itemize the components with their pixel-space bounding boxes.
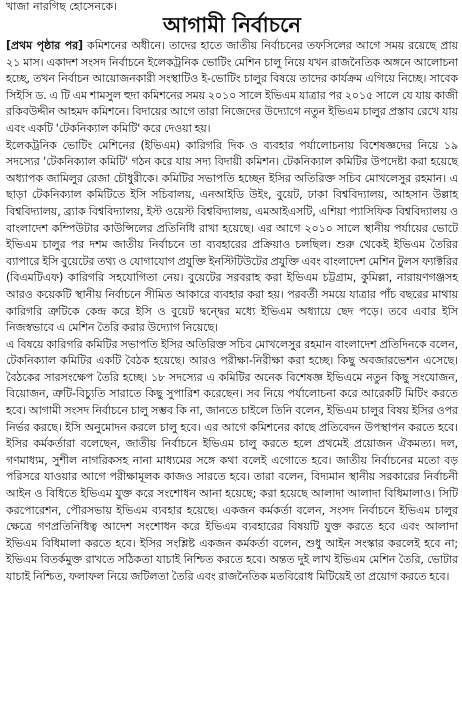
article-body — [6, 38, 458, 586]
continuation-tag: [প্রথম পৃষ্ঠার পর] — [6, 39, 83, 52]
article-paragraph — [6, 38, 458, 138]
article-paragraph: ইলেকট্রনিক ভোটিং মেশিনের (ইভিএম) কারিগরি দিক ও ব্যবহার পর্যালোচনায় বিশেষজ্ঞদের নিয়ে ১৯ সদস্যের 'টেকনিক্যাল কমিটি' গঠন করে যায় সদ্য বিদায়ী কমিশন। টেকনিক্যাল কমিটির উপদেষ্টা করা হয়েছে অধ্যাপক জামিলুর রেজা চৌধুরীকে। কমিটির সভাপতি হচ্ছেন ইসির অতিরিক্ত সচিব মোখলেসুর রহমান। এ ছাড়া টেকনিক্যাল কমিটিতে ইসি সচিবালয়, এনআইডি উইং, বুয়েট, ঢাকা বিশ্ববিদ্যালয়, আহসান উল্লাহ বিশ্ববিদ্যালয়, ব্র্যাক বিশ্ববিদ্যালয়, ইস্ট ওয়েস্ট বিশ্ববিদ্যালয়, এমআইএসটি, এশিয়া প্যাসিফিক বিশ্ববিদ্যালয় ও বাংলাদেশ কম্পিউটার কাউন্সিলের প্রতিনিধি রাখা হয়েছে। এর আগে ২০১০ সালে স্থানীয় পর্যায়ের ভোটে ইভিএম চালুর পর দশম জাতীয় নির্বাচনে তা ব্যবহারের প্রক্রিয়াও চলছিল। শুরু থেকেই ইভিএম তৈরির ব্যাপারে ইসি বুয়েটের তথ্য ও যোগাযোগ প্রযুক্তি ইনস্টিটিউটের প্রযুক্তি এবং বাংলাদেশ মেশিন টুলস ফ্যাক্টরির (বিএমটিএফ) কারিগরি সহযোগিতা নেয়। বুয়েটের সরবরাহ করা ইভিএম চট্টগ্রাম, কুমিল্লা, নারায়ণগঞ্জসহ আরও কয়েকটি স্থানীয় নির্বাচনে সীমিত আকারে ব্যবহার করা হয়। পরবর্তী সময়ে যাত্রার পাঁচ বছরের মাথায় কারিগরি ত্রুটিকে কেন্দ্র করে ইসি ও বুয়েট দ্বন্দ্বের মধ্যে ইভিএম অধ্যায়ে ছেদ পড়ে। তবে এবার ইসি নিজস্বভাবে এ মেশিন তৈরি করার উদ্যোগ নিয়েছে। — [6, 138, 458, 335]
article-headline: আগামী নির্বাচনে — [163, 13, 301, 37]
paragraph-text: কমিশনের অধীনে। তাদের হাতে জাতীয় নির্বাচনের তফসিলের আগে সময় রয়েছে প্রায় ২১ মাস। একাদশ সংসদ নির্বাচনে ইলেকট্রনিক ভোটিং মেশিন চালু নিয়ে যখন রাজনৈতিক অঙ্গনে আলোচনা হচ্ছে, তখন নির্বাচন আয়োজনকারী সংস্থাটিও ই-ভোটিং চালুর বিষয়ে তাদের কার্যক্রম এগিয়ে নিচ্ছে। সাবেক সিইসি ড. এ টি এম শামসুল হুদা কমিশনের সময় ২০১০ সালে ইভিএম যাত্রার পর ২০১৫ সালে যে যায় কাজী রকিবউদ্দীন আহমদ কমিশনে। বিদায়ের আগে তারা নিজেদের উদ্যোগে নতুন ইভিএম চালুর প্রস্তাব রেখে যায় এবং একটি 'টেকনিক্যাল কমিটি' করে দেওয়া হয়। — [6, 39, 458, 135]
previous-article-tail: খাজা নারগিছ হোসেনকে। — [6, 0, 118, 13]
article-paragraph: এ বিষয়ে কারিগরি কমিটির সভাপতি ইসির অতিরিক্ত সচিব মোখলেসুর রহমান বাংলাদেশ প্রতিদিনকে বলেন, টেকনিক্যাল কমিটির একটি বৈঠক হয়েছে। আরও পরীক্ষা-নিরীক্ষা করা হচ্ছে। কিছু অবজারভেশন এসেছে। বৈঠকের সারসংক্ষেপ তৈরি হচ্ছে। ১৮ সদস্যের এ কমিটির অনেক বিশেষজ্ঞ ইভিএমে নতুন কিছু সংযোজন, বিয়োজন, ত্রুটি-বিচ্যুতি সারাতে কিছু সুপারিশ করেছেন। সব নিয়ে পর্যালোচনা করে আরেকটি মিটিং করতে হবে। আগামী সংসদ নির্বাচনে চালু সম্ভব কি না, জানতে চাইলে তিনি বলেন, ইভিএম চালুর বিষয় ইসির ওপর নির্ভর করছে। ইসি অনুমোদন করলে চালু হবে। এর আগে কমিশনের কাছে প্রতিবেদন উপস্থাপন করতে হবে। ইসির কর্মকর্তারা বলেছেন, জাতীয় নির্বাচনে ইভিএম চালু করতে হলে প্রথমেই প্রয়োজন ঐকমত্য। দল, গণমাধ্যম, সুশীল নাগরিকসহ নানা মাধ্যমের সঙ্গে কথা বলেই এগোতে হবে। জাতীয় নির্বাচনের মতো বড় পরিসরে যাওয়ার আগে পরীক্ষামূলক কাজও সারতে হবে। তারা বলেন, বিদ্যমান স্থানীয় সরকারের নির্বাচনী আইন ও বিধিতে ইভিএম যুক্ত করে সংশোধন আনা হয়েছে; করা হয়েছে আলাদা আলাদা বিধিমালাও। সিটি করপোরেশন, পৌরসভায় ইভিএম ব্যবহার হয়েছে। একজন কর্মকর্তা বলেন, সংসদ নির্বাচনে ইভিএম চালুর ক্ষেত্রে গণপ্রতিনিধিত্ব আদেশ সংশোধন করে ইভিএম ব্যবহারের বিষয়টি যুক্ত করতে হবে এবং আলাদা ইভিএম বিধিমালা করতে হবে। ইসির সংশ্লিষ্ট একজন কর্মকর্তা বলেন, শুধু আইন সংস্কার করলেই হবে না; ইভিএম বিতর্কমুক্ত রাখতে সঠিকতা যাচাই নিশ্চিত করতে হবে। অন্তত দুই লাখ ইভিএম মেশিন তৈরি, ভোটার যাচাই নিশ্চিত, ফলাফল নিয়ে জটিলতা তৈরি এবং রাজনৈতিক মতবিরোধ মিটিয়েই তা প্রয়োগ করতে হবে। — [6, 337, 458, 583]
